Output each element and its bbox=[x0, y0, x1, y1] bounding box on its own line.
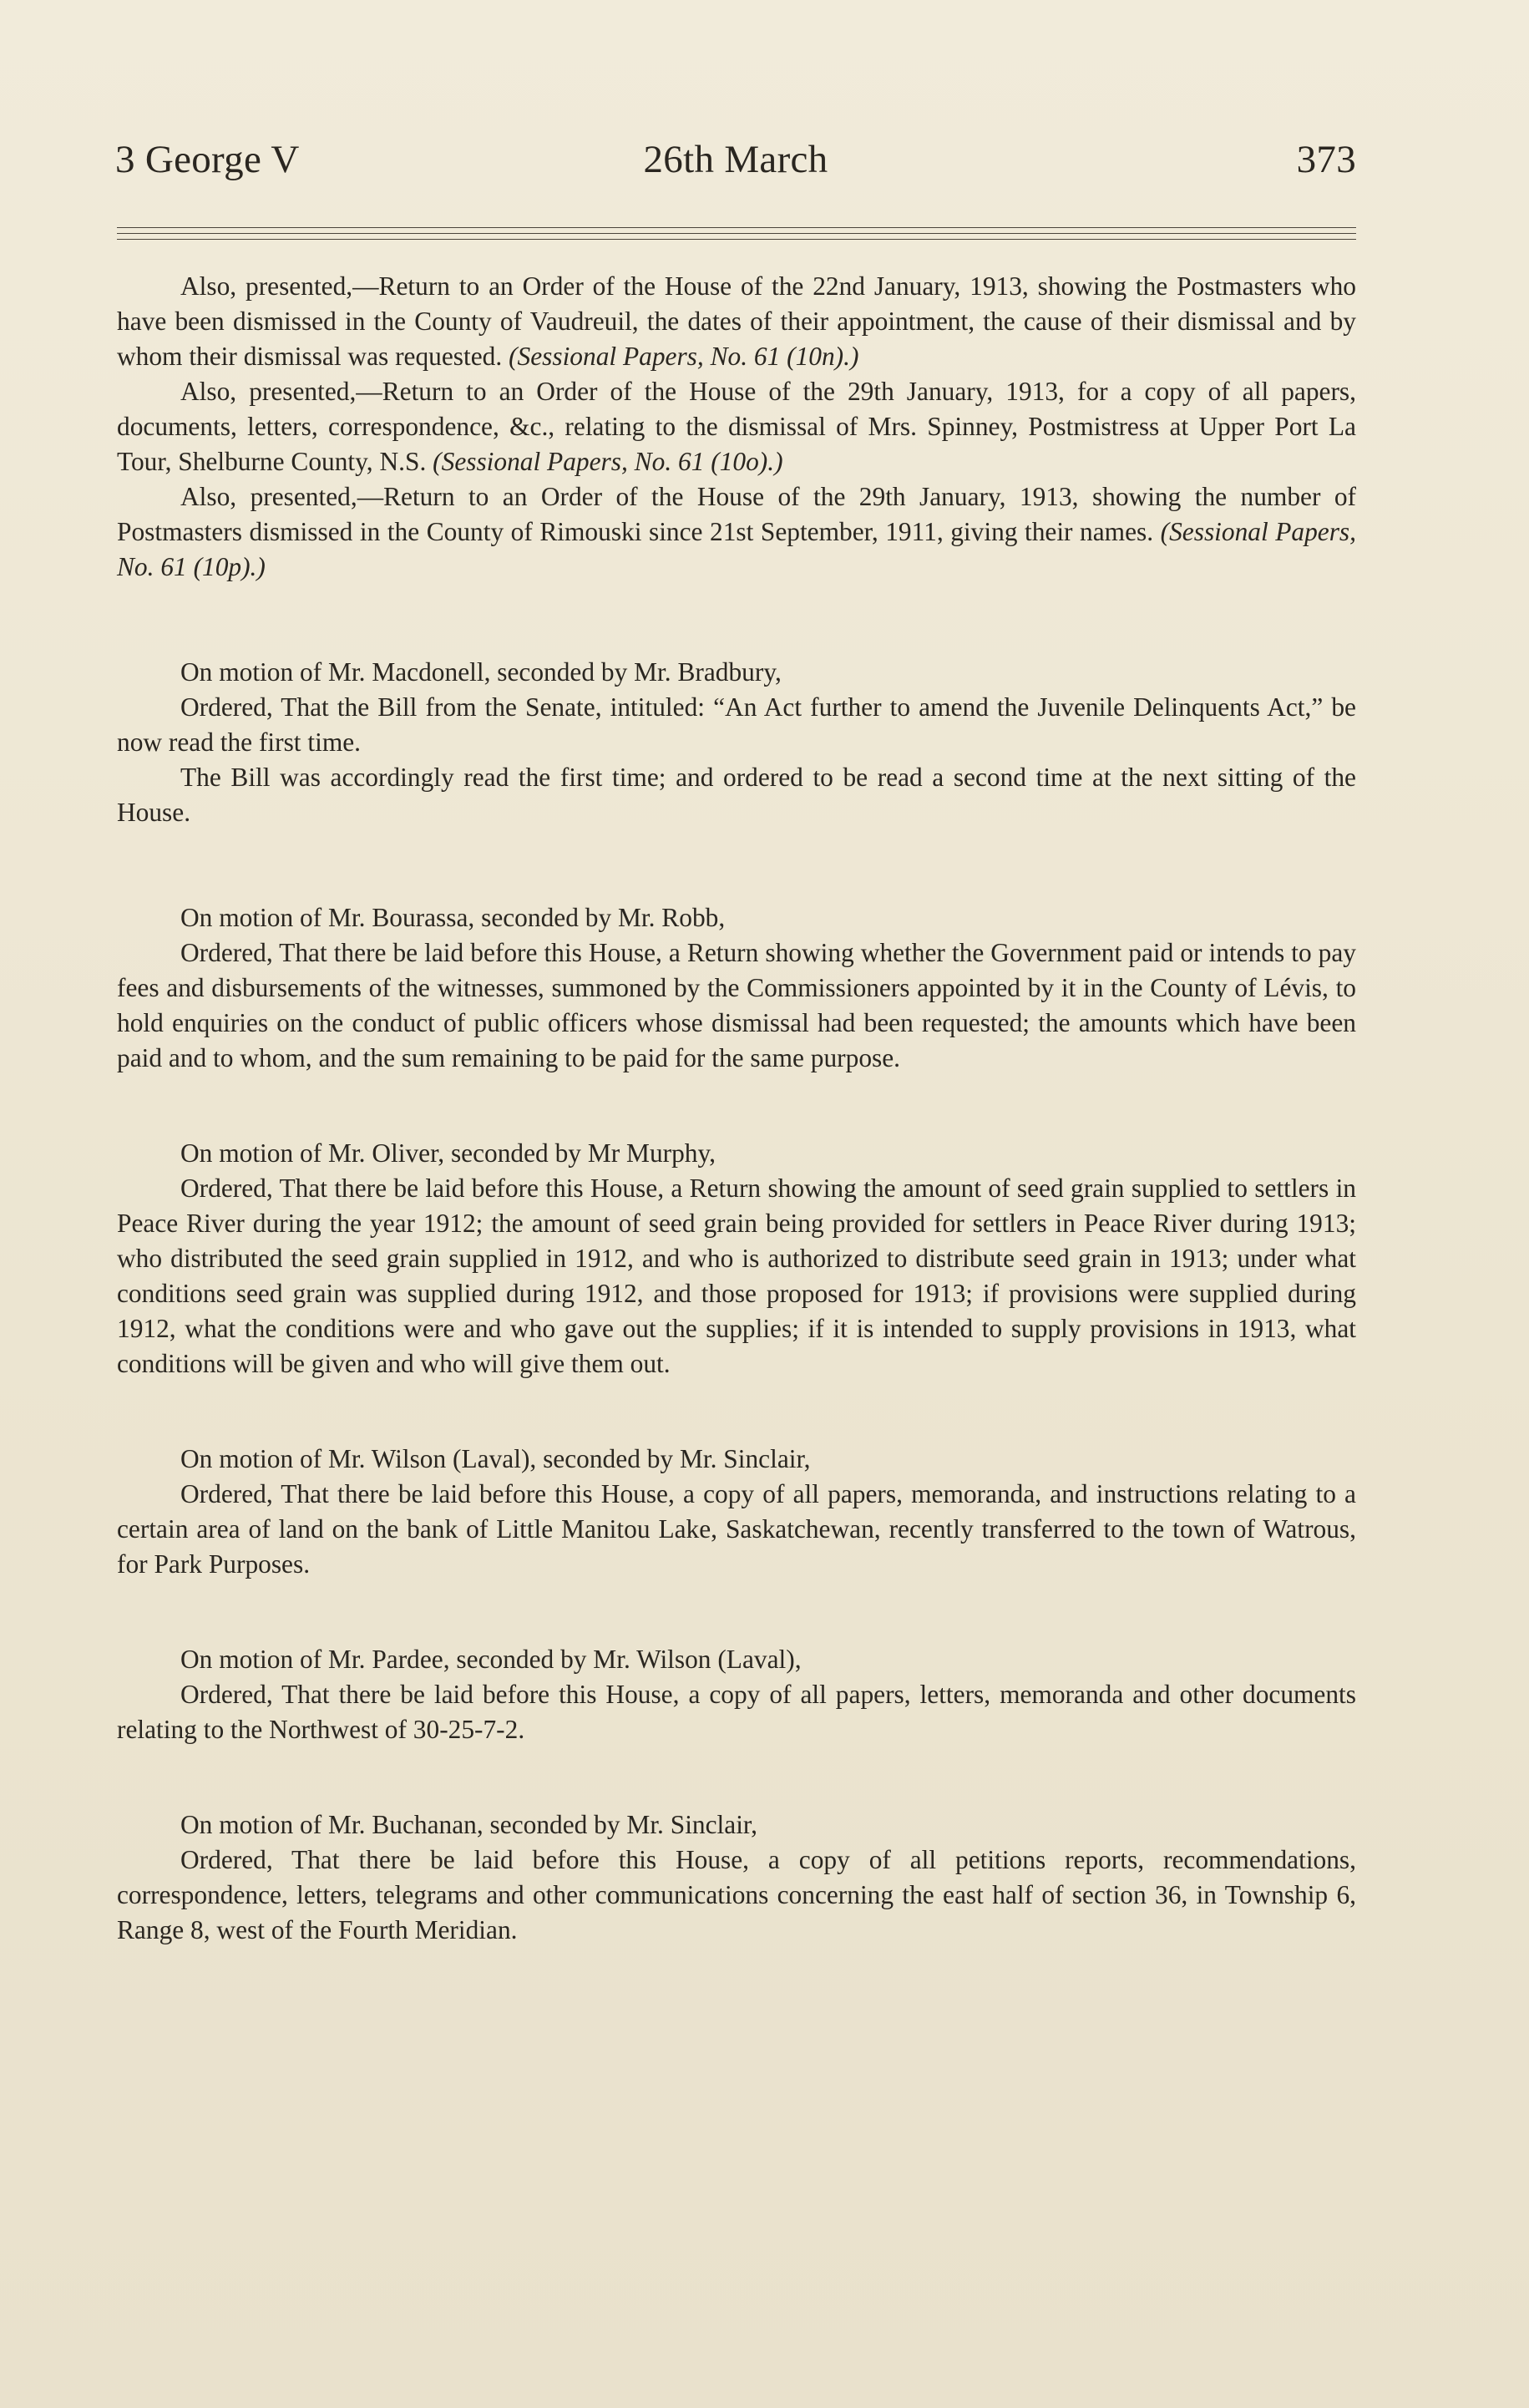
section-gap bbox=[117, 585, 1356, 655]
section-gap bbox=[117, 1747, 1356, 1807]
header-rule-top bbox=[117, 227, 1356, 228]
motion-mover: On motion of Mr. Oliver, seconded by Mr Murphy, bbox=[180, 1138, 716, 1168]
motion-order: Ordered, That there be laid before this House, a Return showing the amount of seed grain supplied to settlers in Peace River during the year 1912; the amount of seed grain being provided for settlers in Peace River during 1913; who distributed the seed grain supplied in 1912, and who is authorized to distribute seed grain in 1913; under what conditions seed grain was supplied during 1912, and those proposed for 1913; if provisions were supplied during 1912, what the conditions were and who gave out the supplies; if it is intended to supply provisions in 1913, what conditions will be given and who will give them out. bbox=[117, 1174, 1356, 1378]
motion-order: Ordered, That there be laid before this House, a copy of all papers, letters, memoranda and other documents relating to the Northwest of 30-25-7-2. bbox=[117, 1680, 1356, 1744]
section-gap bbox=[117, 1076, 1356, 1136]
motion-mover: On motion of Mr. Pardee, seconded by Mr. Wilson (Laval), bbox=[180, 1645, 802, 1674]
running-head bbox=[115, 140, 1356, 199]
page-number: 373 bbox=[1296, 138, 1356, 181]
motion-mover: On motion of Mr. Macdonell, seconded by Mr. Bradbury, bbox=[180, 657, 782, 687]
sessional-paper-ref: (Sessional Papers, No. 61 (10o).) bbox=[433, 447, 783, 476]
motion-order: Ordered, That there be laid before this House, a Return showing whether the Government paid or intends to pay fees and disbursements of the witnesses, summoned by the Commissioners appointed by it in the County of Lévis, to hold enquiries on the conduct of public officers whose dismissal had been requested; the amounts which have been paid and to whom, and the sum remaining to be paid for the same purpose. bbox=[117, 938, 1356, 1072]
header-rule-bottom bbox=[117, 239, 1356, 240]
return-paragraph: Also, presented,—Return to an Order of the House of the 22nd January, 1913, showing the Postmasters who have been dismissed in the County of Vaudreuil, the dates of their appointment, the cause of their dismissal and by whom their dismissal was requested. (Sessional Papers, No. 61 (10n).) bbox=[117, 271, 1356, 371]
motion-order: Ordered, That the Bill from the Senate, intituled: “An Act further to amend the Juvenile Delinquents Act,” be now read the first time. bbox=[117, 692, 1356, 757]
header-rule-middle bbox=[117, 233, 1356, 234]
motion-mover: On motion of Mr. Wilson (Laval), seconded by Mr. Sinclair, bbox=[180, 1444, 811, 1473]
motion-order: Ordered, That there be laid before this House, a copy of all petitions reports, recommendations, correspondence, letters, telegrams and other communications concerning the east half of section 36, in Township 6, Range 8, west of the Fourth Meridian. bbox=[117, 1845, 1356, 1944]
section-gap bbox=[117, 1582, 1356, 1642]
regnal-year: 3 George V bbox=[115, 138, 300, 181]
return-paragraph: Also, presented,—Return to an Order of the House of the 29th January, 1913, showing the number of Postmasters dismissed in the County of Rimouski since 21st September, 1911, giving their names. (Sessional Papers, No. 61 (10p).) bbox=[117, 482, 1356, 581]
date-heading: 26th March bbox=[643, 138, 828, 181]
sessional-paper-ref: (Sessional Papers, No. 61 (10n).) bbox=[509, 342, 859, 371]
motion-order: Ordered, That there be laid before this House, a copy of all papers, memoranda, and instructions relating to a certain area of land on the bank of Little Manitou Lake, Saskatchewan, recently transferred to the town of Watrous, for Park Purposes. bbox=[117, 1479, 1356, 1579]
motion-order: The Bill was accordingly read the first time; and ordered to be read a second time at the next sitting of the House. bbox=[117, 763, 1356, 827]
motion-mover: On motion of Mr. Bourassa, seconded by Mr. Robb, bbox=[180, 903, 726, 932]
return-paragraph: Also, presented,—Return to an Order of the House of the 29th January, 1913, for a copy of all papers, documents, letters, correspondence, &c., relating to the dismissal of Mrs. Spinney, Postmistress at Upper Port La Tour, Shelburne County, N.S. (Sessional Papers, No. 61 (10o).) bbox=[117, 377, 1356, 476]
section-gap bbox=[117, 1381, 1356, 1442]
motion-mover: On motion of Mr. Buchanan, seconded by Mr. Sinclair, bbox=[180, 1810, 757, 1839]
page-body bbox=[117, 269, 1356, 1948]
section-gap bbox=[117, 830, 1356, 900]
sessional-paper-ref: (Sessional Papers, No. 61 (10p).) bbox=[117, 517, 1356, 581]
